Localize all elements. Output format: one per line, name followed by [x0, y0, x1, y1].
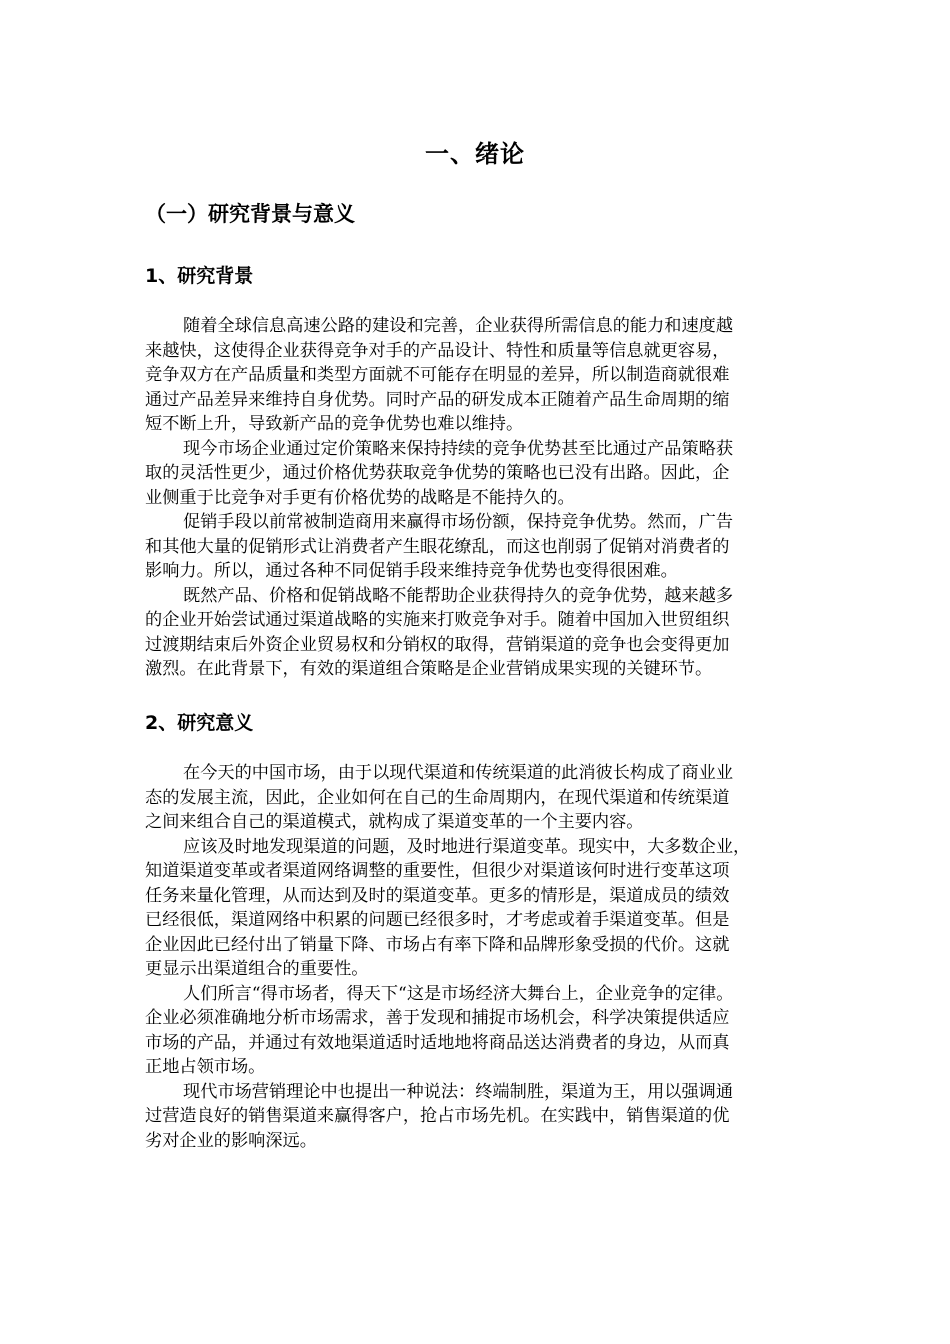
paragraph-line: 影响力。所以，通过各种不同促销手段来维持竞争优势也变得很困难。: [145, 561, 678, 581]
paragraph-line: 通过产品差异来维持自身优势。同时产品的研发成本正随着产品生命周期的缩: [145, 389, 730, 410]
chapter-title: 一、绪论: [425, 140, 525, 168]
paragraph-line: 市场的产品，并通过有效地渠道适时适地地将商品送达消费者的身边，从而真: [145, 1032, 730, 1053]
paragraph-line: 来越快，这使得企业获得竞争对手的产品设计、特性和质量等信息就更容易，: [145, 340, 730, 361]
paragraph-line: 之间来组合自己的渠道模式，就构成了渠道变革的一个主要内容。: [145, 812, 644, 832]
background-body: [145, 314, 805, 682]
paragraph-line: 应该及时地发现渠道的问题，及时地进行渠道变革。现实中，大多数企业，: [183, 836, 751, 857]
paragraph-line: 现今市场企业通过定价策略来保持持续的竞争优势甚至比通过产品策略获: [183, 438, 734, 459]
paragraph-line: 人们所言“得市场者，得天下“这是市场经济大舞台上，企业竞争的定律。: [183, 983, 734, 1004]
paragraph-line: 竞争双方在产品质量和类型方面就不可能存在明显的差异，所以制造商就很难: [145, 365, 730, 385]
paragraph-line: 短不断上升，导致新产品的竞争优势也难以维持。: [145, 414, 524, 434]
paragraph-line: 现代市场营销理论中也提出一种说法：终端制胜，渠道为王，用以强调通: [183, 1081, 734, 1102]
paragraph-line: 企业必须准确地分析市场需求，善于发现和捕捉市场机会，科学决策提供适应: [145, 1008, 730, 1028]
paragraph-line: 随着全球信息高速公路的建设和完善，企业获得所需信息的能力和速度越: [183, 316, 734, 336]
paragraph-line: 劣对企业的影响深远。: [145, 1130, 317, 1151]
subsection-title-background: 1、研究背景: [145, 265, 254, 287]
paragraph-line: 取的灵活性更少，通过价格优势获取竞争优势的策略也已没有出路。因此，企: [145, 463, 730, 483]
paragraph-line: 激烈。在此背景下，有效的渠道组合策略是企业营销成果实现的关键环节。: [145, 659, 713, 679]
paragraph-line: 任务来量化管理，从而达到及时的渠道变革。更多的情形是，渠道成员的绩效: [145, 885, 730, 906]
paragraph-line: 在今天的中国市场，由于以现代渠道和传统渠道的此消彼长构成了商业业: [183, 763, 734, 783]
paragraph-line: 促销手段以前常被制造商用来赢得市场份额，保持竞争优势。然而，广告: [183, 512, 734, 532]
significance-body: [145, 761, 805, 1153]
paragraph-line: 更显示出渠道组合的重要性。: [145, 959, 369, 979]
paragraph-line: 和其他大量的促销形式让消费者产生眼花缭乱，而这也削弱了促销对消费者的: [145, 536, 730, 557]
paragraph-line: 过营造良好的销售渠道来赢得客户，抢占市场先机。在实践中，销售渠道的优: [145, 1106, 730, 1126]
paragraph-line: 既然产品、价格和促销战略不能帮助企业获得持久的竞争优势，越来越多: [183, 585, 734, 606]
paragraph-line: 知道渠道变革或者渠道网络调整的重要性，但很少对渠道该何时进行变革这项: [145, 861, 730, 881]
subsection-title-significance: 2、研究意义: [145, 712, 254, 734]
section-title: （一）研究背景与意义: [145, 202, 355, 226]
paragraph-line: 的企业开始尝试通过渠道战略的实施来打败竞争对手。随着中国加入世贸组织: [145, 610, 730, 630]
paragraph-line: 已经很低，渠道网络中积累的问题已经很多时，才考虑或着手渠道变革。但是: [145, 910, 730, 930]
paragraph-line: 企业因此已经付出了销量下降、市场占有率下降和品牌形象受损的代价。这就: [145, 934, 730, 955]
paragraph-line: 态的发展主流，因此，企业如何在自己的生命周期内，在现代渠道和传统渠道: [145, 787, 730, 808]
paragraph-line: 过渡期结束后外资企业贸易权和分销权的取得，营销渠道的竞争也会变得更加: [145, 634, 730, 655]
paragraph-line: 正地占领市场。: [145, 1057, 266, 1077]
paragraph-line: 业侧重于比竞争对手更有价格优势的战略是不能持久的。: [145, 487, 575, 508]
